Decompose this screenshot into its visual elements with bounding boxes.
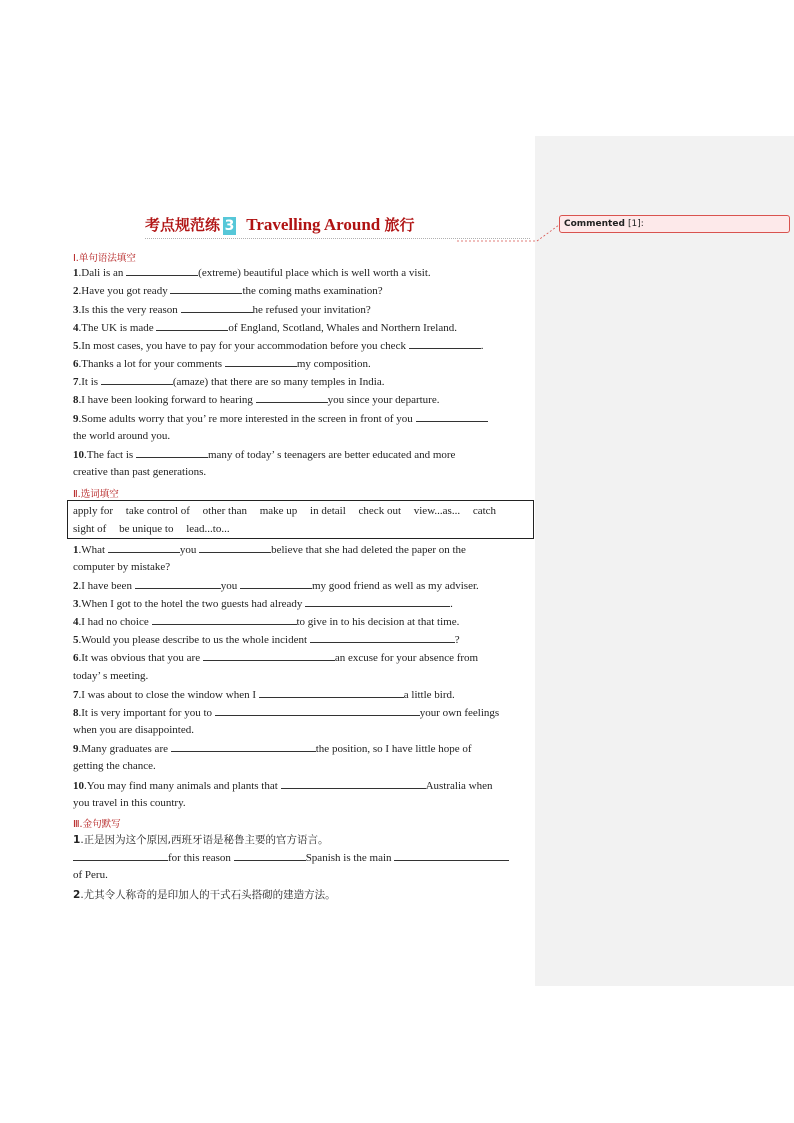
s1-item-10-cont: creative than past generations. (73, 466, 207, 478)
s2-item-1: 1.What you believe that she had deleted the paper on the (73, 544, 466, 556)
s1-item-4: 4.The UK is made of England, Scotland, Whales and Northern Ireland. (73, 322, 457, 334)
answer-blank[interactable] (310, 633, 455, 643)
s3-item-1-cont: of Peru. (73, 869, 108, 881)
s2-item-8: 8.It is very important for you to your own feelings (73, 707, 500, 719)
answer-blank[interactable] (416, 412, 488, 422)
answer-blank[interactable] (234, 851, 306, 861)
answer-blank[interactable] (225, 357, 297, 367)
s1-item-2: 2.Have you got ready the coming maths examination? (73, 285, 383, 297)
word-option: make up (259, 505, 298, 517)
answer-blank[interactable] (409, 339, 481, 349)
answer-blank[interactable] (199, 543, 271, 553)
comment-bubble[interactable] (559, 215, 790, 233)
answer-blank[interactable] (152, 615, 297, 625)
s2-item-10-cont: you travel in this country. (73, 797, 186, 809)
s2-item-6-cont: today’ s meeting. (73, 670, 149, 682)
word-option: catch (472, 505, 497, 517)
answer-blank[interactable] (281, 779, 426, 789)
answer-blank[interactable] (181, 303, 253, 313)
word-bank-row-2 (73, 523, 240, 535)
s2-item-3: 3.When I got to the hotel the two guests had already . (73, 598, 453, 610)
s1-item-10: 10.The fact is many of today’ s teenagers are better educated and more (73, 449, 456, 461)
word-option: in detail (310, 505, 346, 517)
s2-item-1-cont: computer by mistake? (73, 561, 171, 573)
answer-blank[interactable] (108, 543, 180, 553)
comment-label: Commented (564, 219, 625, 229)
answer-blank[interactable] (256, 393, 328, 403)
s2-item-7: 7.I was about to close the window when I a little bird. (73, 689, 455, 701)
s1-item-3: 3.Is this the very reason he refused your invitation? (73, 304, 371, 316)
s1-item-7: 7.It is (amaze) that there are so many temples in India. (73, 376, 385, 388)
answer-blank[interactable] (101, 375, 173, 385)
s3-item-1: 1.正是因为这个原因,西班牙语是秘鲁主要的官方语言。 (73, 834, 329, 846)
answer-blank[interactable] (171, 742, 316, 752)
section1-heading: Ⅰ.单句语法填空 (73, 253, 136, 264)
answer-blank[interactable] (215, 706, 420, 716)
s2-item-6: 6.It was obvious that you are an excuse for your absence from (73, 652, 479, 664)
word-bank-row-1 (73, 505, 506, 517)
comment-pane (535, 136, 794, 986)
answer-blank[interactable] (259, 688, 404, 698)
s1-item-1: 1.Dali is an (extreme) beautiful place which is well worth a visit. (73, 267, 431, 279)
word-option: view...as... (413, 505, 461, 517)
answer-blank[interactable] (394, 851, 509, 861)
answer-blank[interactable] (170, 284, 242, 294)
answer-blank[interactable] (73, 851, 168, 861)
s2-item-10: 10.You may find many animals and plants that Australia when (73, 780, 493, 792)
answer-blank[interactable] (240, 579, 312, 589)
comment-index: [1]: (628, 219, 644, 229)
title-prefix: 考点规范练 (145, 216, 221, 234)
answer-blank[interactable] (305, 597, 450, 607)
s1-item-5: 5.In most cases, you have to pay for your accommodation before you check . (73, 340, 484, 352)
answer-blank[interactable] (126, 266, 198, 276)
word-bank (67, 500, 534, 539)
word-option: other than (202, 505, 247, 517)
answer-blank[interactable] (135, 579, 221, 589)
page-title (145, 214, 530, 240)
section3-heading: Ⅲ.金句默写 (73, 819, 121, 830)
word-option: be unique to (119, 523, 174, 535)
section2-heading: Ⅱ.选词填空 (73, 489, 119, 500)
s2-item-9-cont: getting the chance. (73, 760, 156, 772)
s2-item-2: 2.I have been you my good friend as well as my adviser. (73, 580, 479, 592)
title-number: 3 (224, 218, 235, 234)
s2-item-8-cont: when you are disappointed. (73, 724, 194, 736)
answer-blank[interactable] (203, 651, 335, 661)
title-divider (145, 238, 530, 239)
s1-item-8: 8.I have been looking forward to hearing you since your departure. (73, 394, 440, 406)
s1-item-9-cont: the world around you. (73, 430, 171, 442)
word-option: apply for (73, 505, 114, 517)
s3-item-2: 2.尤其令人称奇的是印加人的干式石头搭砌的建造方法。 (73, 889, 336, 901)
s3-item-1-answer: for this reason Spanish is the main (73, 851, 533, 864)
title-english: Travelling Around (246, 215, 381, 234)
s2-item-4: 4.I had no choice to give in to his decision at that time. (73, 616, 460, 628)
word-option: sight of (73, 523, 107, 535)
title-chinese: 旅行 (384, 216, 415, 234)
s1-item-6: 6.Thanks a lot for your comments my composition. (73, 358, 371, 370)
answer-blank[interactable] (136, 448, 208, 458)
word-option: take control of (125, 505, 190, 517)
answer-blank[interactable] (156, 321, 228, 331)
word-option: lead...to... (186, 523, 230, 535)
s1-item-9: 9.Some adults worry that you’ re more interested in the screen in front of you (73, 412, 533, 425)
s2-item-5: 5.Would you please describe to us the whole incident ? (73, 634, 460, 646)
word-option: check out (358, 505, 401, 517)
s2-item-9: 9.Many graduates are the position, so I have little hope of (73, 743, 472, 755)
